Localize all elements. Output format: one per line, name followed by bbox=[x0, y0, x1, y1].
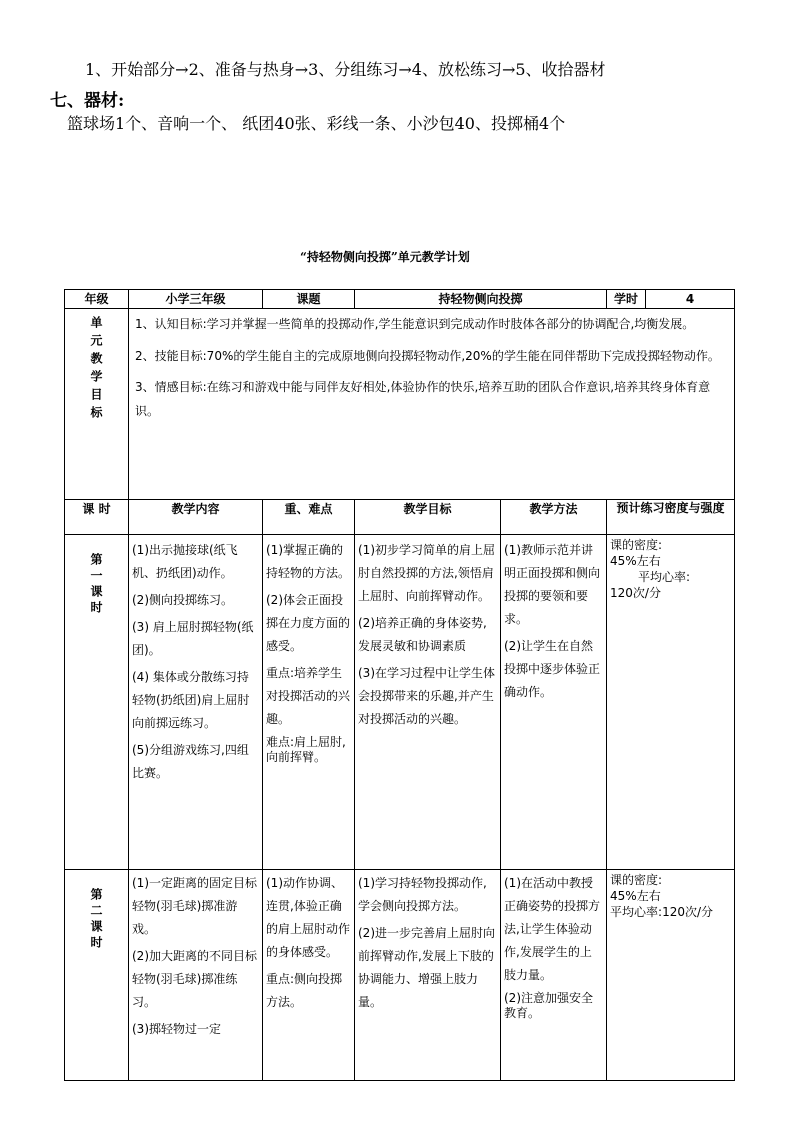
lesson-objectives bbox=[355, 535, 501, 870]
col-content: 教学内容 bbox=[129, 500, 263, 535]
lesson-density bbox=[607, 870, 735, 1081]
content-item: (2)侧向投掷练习。 bbox=[132, 593, 233, 607]
section-heading: 七、器材: bbox=[50, 91, 125, 111]
heart-rate-label: 平均心率: bbox=[638, 570, 691, 584]
lesson-row bbox=[65, 535, 735, 870]
meta-row bbox=[65, 290, 735, 309]
lesson-density bbox=[607, 535, 735, 870]
goal-skill: 2、技能目标:70%的学生能自主的完成原地侧向投掷轻物动作,20%的学生能在同伴帮助下完成投掷轻物动作。 bbox=[135, 348, 720, 363]
heart-rate-value: 120次/分 bbox=[610, 586, 661, 600]
lesson-methods bbox=[501, 870, 607, 1081]
method-item: (2)让学生在自然投掷中逐步体验正确动作。 bbox=[504, 639, 601, 699]
hours-value: 4 bbox=[685, 292, 695, 306]
heart-rate-line bbox=[610, 904, 731, 920]
keypoint-item: (2)体会正面投掷在力度方面的感受。 bbox=[266, 593, 351, 653]
method-item: (2)注意加强安全教育。 bbox=[504, 991, 593, 1020]
lesson-row bbox=[65, 870, 735, 1081]
unit-goals-label: 单元教学目标 bbox=[65, 309, 129, 500]
lesson-methods bbox=[501, 535, 607, 870]
objective-item: (2)培养正确的身体姿势,发展灵敏和协调素质 bbox=[358, 616, 487, 653]
content-item: (3)掷轻物过一定 bbox=[132, 1022, 221, 1036]
objective-item: (3)在学习过程中让学生体会投掷带来的乐趣,并产生对投掷活动的兴趣。 bbox=[358, 666, 495, 726]
unit-goals-row bbox=[65, 309, 735, 500]
col-methods: 教学方法 bbox=[501, 500, 607, 535]
density-label: 课的密度: bbox=[610, 538, 663, 552]
unit-plan-table bbox=[64, 289, 735, 1081]
keypoint-item: 重点:培养学生对投掷活动的兴趣。 bbox=[266, 666, 351, 726]
lesson-keypoints bbox=[263, 870, 355, 1081]
lesson-objectives bbox=[355, 870, 501, 1081]
lesson-label: 第一课时 bbox=[65, 535, 129, 870]
topic-label: 课题 bbox=[263, 290, 355, 309]
col-lesson: 课 时 bbox=[65, 500, 129, 535]
heart-rate-value: 120次/分 bbox=[662, 905, 714, 919]
keypoint-item: 重点:侧向投掷方法。 bbox=[266, 972, 343, 1009]
hours-label: 学时 bbox=[607, 290, 646, 308]
content-item: (3) 肩上屈肘掷轻物(纸团)。 bbox=[132, 620, 254, 657]
content-item: (2)加大距离的不同目标轻物(羽毛球)掷准练习。 bbox=[132, 949, 257, 1009]
unit-goals-text bbox=[129, 309, 735, 500]
grade-value: 小学三年级 bbox=[129, 290, 263, 309]
goal-cognitive: 1、认知目标:学习并掌握一些简单的投掷动作,学生能意识到完成动作时肢体各部分的协调配合,均衡发展。 bbox=[135, 317, 695, 331]
objective-item: (1)学习持轻物投掷动作,学会侧向投掷方法。 bbox=[358, 876, 487, 913]
objective-item: (1)初步学习简单的肩上屈肘自然投掷的方法,领悟肩上屈肘、向前挥臂动作。 bbox=[358, 543, 495, 603]
method-item: (1)在活动中教授正确姿势的投掷方法,让学生体验动作,发展学生的上肢力量。 bbox=[504, 876, 601, 982]
keypoint-item: 难点:肩上屈肘,向前挥臂。 bbox=[266, 735, 346, 764]
col-density: 预计练习密度与强度 bbox=[607, 500, 735, 535]
lesson-keypoints bbox=[263, 535, 355, 870]
column-header-row bbox=[65, 500, 735, 535]
density-value: 45%左右 bbox=[610, 554, 661, 568]
keypoint-item: (1)动作协调、连贯,体验正确的肩上屈肘动作的身体感受。 bbox=[266, 876, 351, 959]
content-item: (1)出示抛接球(纸飞机、扔纸团)动作。 bbox=[132, 543, 238, 580]
heart-rate-label: 平均心率: bbox=[610, 905, 663, 919]
equipment-list: 篮球场1个、音响一个、 纸团40张、彩线一条、小沙包40、投掷桶4个 bbox=[67, 114, 566, 133]
grade-label: 年级 bbox=[65, 290, 129, 309]
hours-cell bbox=[607, 290, 735, 309]
plan-title: “持轻物侧向投掷”单元教学计划 bbox=[300, 250, 470, 264]
keypoint-item: (1)掌握正确的持轻物的方法。 bbox=[266, 543, 351, 580]
goal-affective: 3、情感目标:在练习和游戏中能与同伴友好相处,体验协作的快乐,培养互助的团队合作意识,培养其终身体育意识。 bbox=[135, 380, 711, 418]
content-item: (5)分组游戏练习,四组比赛。 bbox=[132, 743, 249, 780]
lesson-content bbox=[129, 870, 263, 1081]
lesson-content bbox=[129, 535, 263, 870]
objective-item: (2)进一步完善肩上屈肘向前挥臂动作,发展上下肢的协调能力、增强上肢力量。 bbox=[358, 926, 495, 1009]
content-item: (1)一定距离的固定目标轻物(羽毛球)掷准游戏。 bbox=[132, 876, 257, 936]
content-item: (4) 集体或分散练习持轻物(扔纸团)肩上屈肘向前掷远练习。 bbox=[132, 670, 250, 730]
lesson-label: 第二课时 bbox=[65, 870, 129, 1081]
method-item: (1)教师示范并讲明正面投掷和侧向投掷的要领和要求。 bbox=[504, 543, 601, 626]
flow-line: 1、开始部分→2、准备与热身→3、分组练习→4、放松练习→5、收拾器材 bbox=[85, 60, 606, 79]
density-value: 45%左右 bbox=[610, 889, 661, 903]
topic-value: 持轻物侧向投掷 bbox=[355, 290, 607, 309]
density-label: 课的密度: bbox=[610, 873, 663, 887]
col-keypoints: 重、难点 bbox=[263, 500, 355, 535]
col-objectives: 教学目标 bbox=[355, 500, 501, 535]
